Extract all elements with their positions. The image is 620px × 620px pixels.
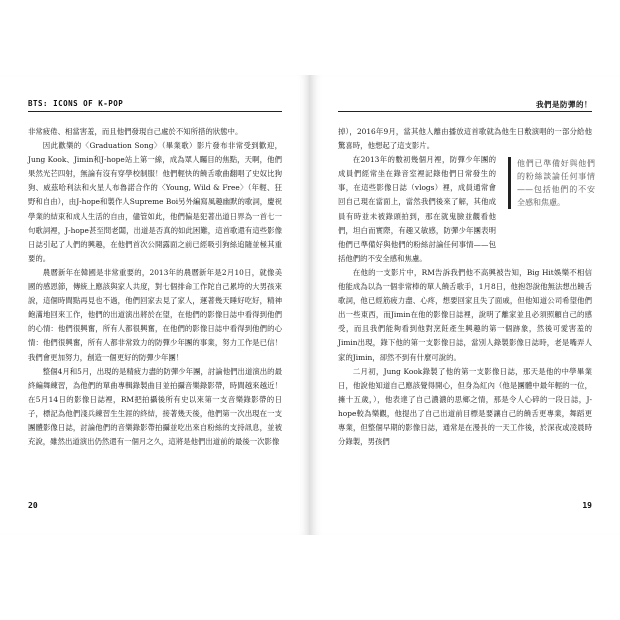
pull-quote-box [504, 153, 595, 263]
left-header-rule [28, 111, 282, 112]
left-page-number: 20 [28, 501, 38, 510]
left-paragraph-3: 農曆新年在韓國是非常重要的，2013年的農曆新年是2月10日，就像美國的感恩節，傳統上應該與家人共度，對七個排命工作陀自己累垮的大男孩來說，這個時間點再見也不過，他們回家去見了家人，運著幾天睡好吃好，精神飽滿地回來工作，他們的出道演出將於在望，在他們的影像日誌中看得到他們的心情：他們很興奮，所有人都很興奮，在他們的影像日誌中看得到他們的心情：他們很興奮，所有人都非常致力的防彈少年團的事業，努力工作是已信！我們會更加努力，創造一個更好的防彈少年團！ [28, 267, 282, 362]
right-running-head: 我們是防彈的！ [536, 100, 592, 109]
left-page [0, 75, 310, 535]
right-body-text [338, 125, 595, 449]
right-header-rule [338, 111, 592, 112]
right-paragraph-3: 在他的一支影片中，RM告訴我們他不高興被告知，Big Hit娛樂不相信他能成為以為一個非常棒的單人饒舌歌手，1月8日，他抱怨說他無法想出饒舌歌詞，他已經筋疲力盡、心疼，想要回家且失了面戚，但他知道公司希望他們出一些東西，而Jimin在他的影像日誌裡，說明了離家並且必須照顧自己的感受，而且我們能夠看到他對烹飪產生興趣的第一個跡象，然後可愛害羞的Jimin出現，錄下他的第一支影像日誌，當別人錄製影像日誌時，老是嘴弄人家的Jimin，卻然不到有什麼可說的。 [338, 267, 592, 362]
left-paragraph-1: 非常疲倦、相當害羞，而且他們發現自己處於不知所措的狀態中。 [28, 127, 243, 136]
right-paragraph-1: 掉），2016年9月，當其他人離由播放這首歌就為他生日敷演唱的一部分給他驚喜時，他想起了這支影片。 [338, 127, 592, 151]
book-spread [0, 75, 620, 535]
left-paragraph-4: 整個4月和5月，出現的是精疲力盡的防彈少年團，討論他們出道演出的最終編舞練習，為他們的單曲專輯錄製曲目並拍攝音樂錄影帶，時間越來越近！在5月14日的影像日誌裡，RM把拍攝後所有史以來第一支音樂錄影帶的日子，標記為他們淺兵練習生生涯的終結，接著幾天後，他們第一次出現在一支團體影像日誌，討論他們的音樂錄影帶拍攝並吃出來自粉絲的支持訊息，並被充說，雖然出道演出仍然還有一個月之久，這將是他們出道前的最後一次影像 [28, 366, 282, 447]
pull-quote: 他們已準備好與他們的粉絲談論任何事情——包括他們的不安全感和焦慮。 [508, 157, 595, 209]
right-paragraph-4: 二月初，Jung Kook錄製了他的第一支影像日誌，那天是他的中學畢業日，他說他知道自己應該覺得開心，但身為紅內（他是團體中最年輕的一位，擁十五歲，），他表達了自己濃濃的思鄉之情，那是令人心碎的一段日誌，J-hope較為樂觀，他提出了自己出道前目標是要讓自己的饒舌更專業，舞蹈更專業，但整個早期的影像日誌，通常是在漫長的一天工作後，於深夜或凌晨時分錄製，男孩們 [338, 366, 592, 447]
right-paragraph-2: 在2013年的數初幾個月裡，防彈少年團的成員們經常坐在錄音室裡記錄他們日常發生的事，在這些影像日誌（vlogs）裡，成員通常會回自己現在當面上，當然我們後來了解，其他成員有時並未被錄頭拍到，那在就鬼臉並觀看他們，坦白而實際，有趣又敏感，防彈少年團表明他們已準備好與他們的粉絲討論任何事情——包括他們的不安全感和焦慮。 [338, 155, 496, 263]
left-body-text [28, 125, 282, 449]
left-running-head: BTS: ICONS OF K-POP [28, 99, 124, 108]
right-page [310, 75, 620, 535]
right-page-number: 19 [582, 501, 592, 510]
left-paragraph-2: 因此歡樂的〈Graduation Song〉（畢業歌）影片發布非常受到歡迎，Jung Kook、Jimin和J-hope站上第一線，成為眾人矚目的焦點，天啊，他們果然光芒四射，無論有沒有穿學校制服！他們輕快的饒舌歌曲翻唱了史奴比狗狗、威茲哈利法和火星人布魯諾合作的〈Young, Wild & Free〉（年輕、狂野和自由），由J-hope和製作人Supreme Boi另外編寫風趣幽默的歌詞，慶祝學業的結束和成人生活的自由，儘管如此，他們偏是犯著出道日界為一首七一句歌詞裡，J-hope甚至問老闆，出道是否真的如此困難，這首歌還有這些影像日誌引起了人們的興趣，在他們首次公開露面之前已經吸引狗絲追隨並極其重要的。 [28, 141, 282, 263]
